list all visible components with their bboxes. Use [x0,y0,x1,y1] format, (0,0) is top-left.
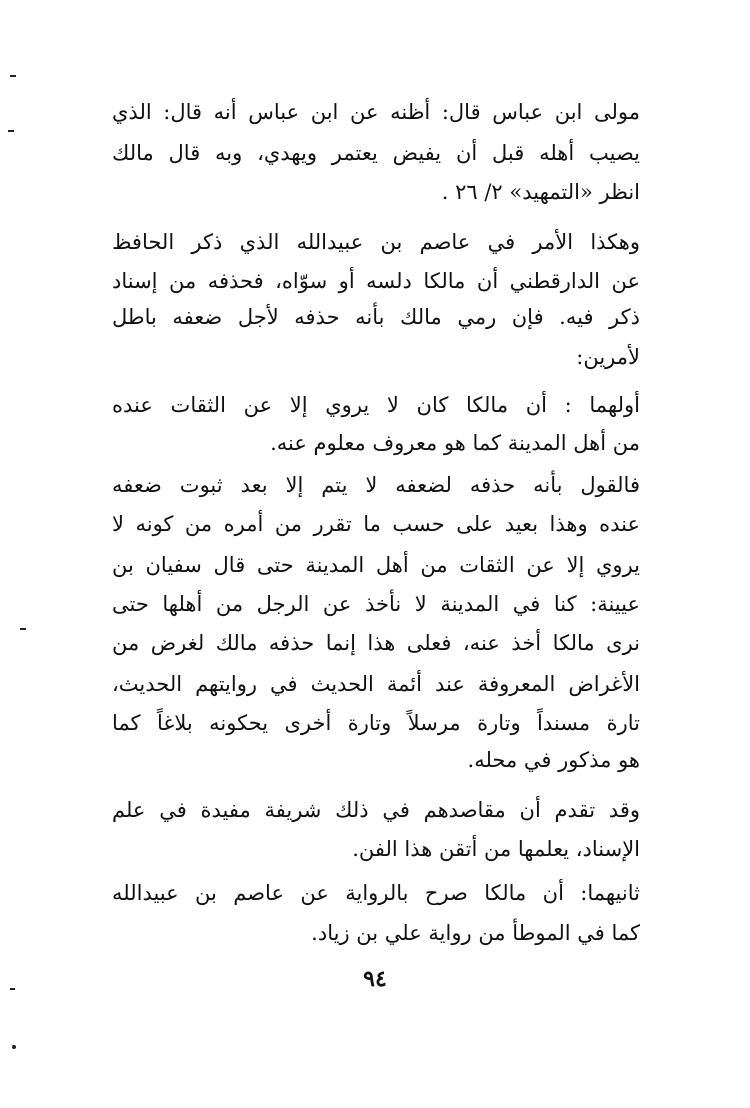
text-line: وقد تقدم أن مقاصدهم في ذلك شريفة مفيدة في علم [112,798,640,822]
text-line: مولى ابن عباس قال: أظنه عن ابن عباس أنه قال: الذي [112,100,640,124]
text-line: هو مذكور في محله. [467,748,640,772]
text-line: تارة مسنداً وتارة مرسلاً وتارة أخرى يحكونه بلاغاً كما [112,711,640,735]
text-line: انظر «التمهيد» ٢/ ٢٦ . [441,180,640,204]
text-line: يروي إلا عن الثقات من أهل المدينة حتى قال سفيان بن [112,553,640,577]
margin-mark [10,988,15,990]
text-line: وهكذا الأمر في عاصم بن عبيدالله الذي ذكر الحافظ [112,230,640,254]
text-line: نرى مالكا أخذ عنه، فعلى هذا إنما حذفه مالك لغرض من [112,631,640,655]
text-line: ذكر فيه. فإن رمي مالك بأنه حذفه لأجل ضعفه باطل [112,305,640,329]
page-number: ٩٤ [363,966,387,992]
text-line: كما في الموطأ من رواية علي بن زياد. [311,921,640,945]
text-line: الأغراض المعروفة عند أئمة الحديث في روايتهم الحديث، [112,672,640,696]
text-line: عنده وهذا بعيد على حسب ما تقرر من أمره من كونه لا [112,512,640,536]
margin-mark [10,75,16,77]
text-line: لأمرين: [576,345,640,369]
text-line: عن الدارقطني أن مالكا دلسه أو سوّاه، فحذفه من إسناد [112,269,640,293]
margin-mark [8,130,14,132]
text-line: عيينة: كنا في المدينة لا نأخذ عن الرجل من أهلها حتى [112,592,640,616]
text-line: ثانيهما: أن مالكا صرح بالرواية عن عاصم بن عبيدالله [112,881,640,905]
text-line: من أهل المدينة كما هو معروف معلوم عنه. [270,431,640,455]
text-line: فالقول بأنه حذفه لضعفه لا يتم إلا بعد ثبوت ضعفه [112,473,640,497]
margin-mark [20,628,26,630]
text-line: الإسناد، يعلمها من أتقن هذا الفن. [352,837,640,861]
text-line: أولهما : أن مالكا كان لا يروي إلا عن الثقات عنده [112,393,640,417]
text-line: يصيب أهله قبل أن يفيض يعتمر ويهدي، وبه قال مالك [112,141,640,165]
margin-mark [12,1045,16,1049]
